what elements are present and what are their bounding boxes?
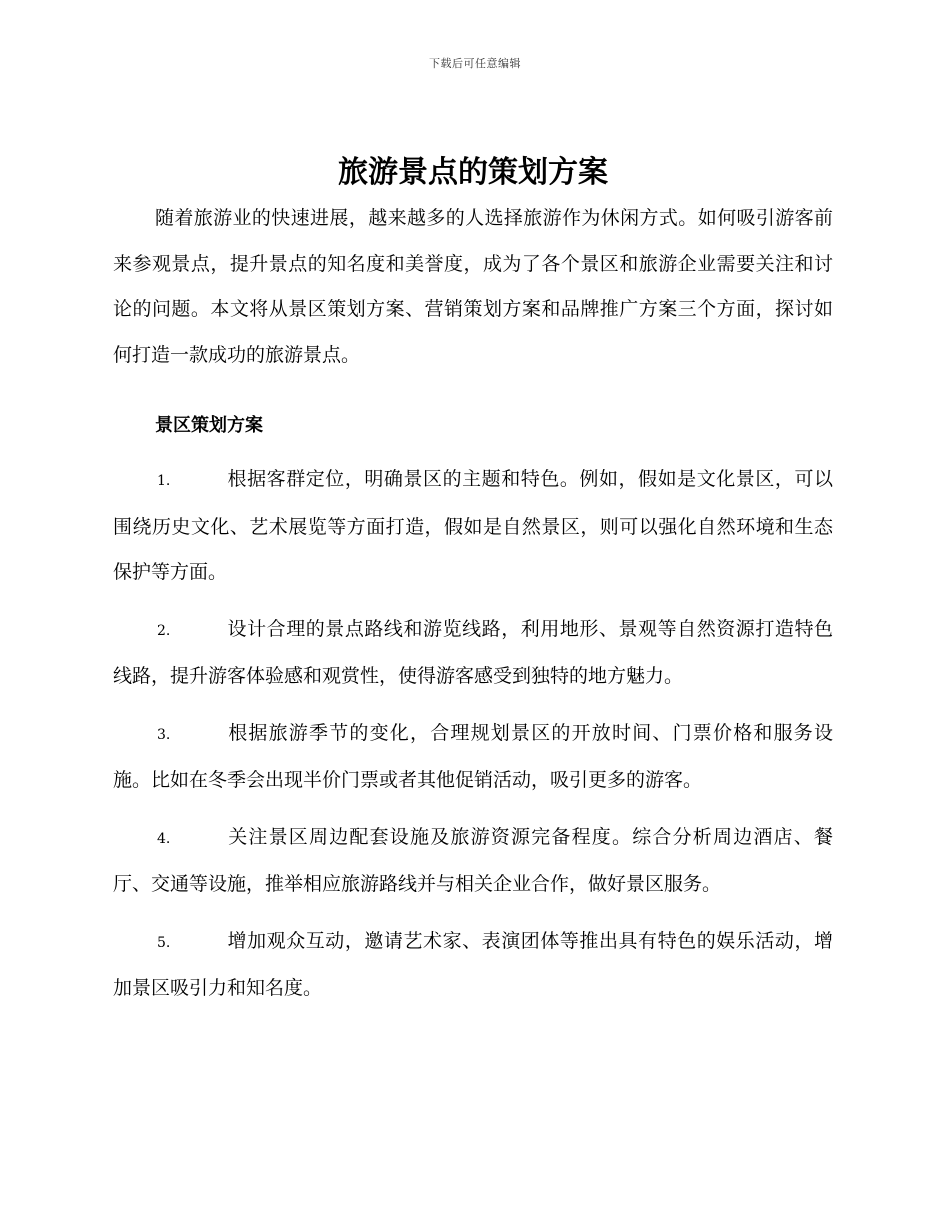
list-item	[113, 457, 833, 596]
list-item-text: 关注景区周边配套设施及旅游资源完备程度。综合分析周边酒店、餐厅、交通等设施，推举相应旅游路线并与相关企业合作，做好景区服务。	[113, 825, 833, 895]
list-item-text: 增加观众互动，邀请艺术家、表演团体等推出具有特色的娱乐活动，增加景区吸引力和知名度。	[113, 929, 833, 999]
list-item	[113, 919, 833, 1012]
list-item-text: 根据旅游季节的变化，合理规划景区的开放时间、门票价格和服务设施。比如在冬季会出现半价门票或者其他促销活动，吸引更多的游客。	[113, 721, 833, 791]
list-item-number: 2.	[157, 622, 171, 639]
list-item-text: 设计合理的景点路线和游览线路，利用地形、景观等自然资源打造特色线路，提升游客体验感和观赏性，使得游客感受到独特的地方魅力。	[113, 617, 833, 687]
document-body	[113, 150, 833, 1012]
list-item-number: 5.	[157, 934, 171, 951]
list-item	[113, 607, 833, 700]
list-item-number: 4.	[157, 830, 171, 847]
list-item-text: 根据客群定位，明确景区的主题和特色。例如，假如是文化景区，可以围绕历史文化、艺术展览等方面打造，假如是自然景区，则可以强化自然环境和生态保护等方面。	[113, 468, 833, 583]
list-item-number: 3.	[157, 726, 171, 743]
list-item	[113, 711, 833, 804]
header-note: 下载后可任意编辑	[429, 57, 521, 70]
document-title: 旅游景点的策划方案	[338, 155, 608, 190]
list-item-number: 1.	[157, 473, 171, 489]
list-item	[113, 815, 833, 908]
section-heading: 景区策划方案	[155, 415, 263, 436]
intro-paragraph: 随着旅游业的快速进展，越来越多的人选择旅游作为休闲方式。如何吸引游客前来参观景点，提升景点的知名度和美誉度，成为了各个景区和旅游企业需要关注和讨论的问题。本文将从景区策划方案、营销策划方案和品牌推广方案三个方面，探讨如何打造一款成功的旅游景点。	[113, 207, 833, 366]
